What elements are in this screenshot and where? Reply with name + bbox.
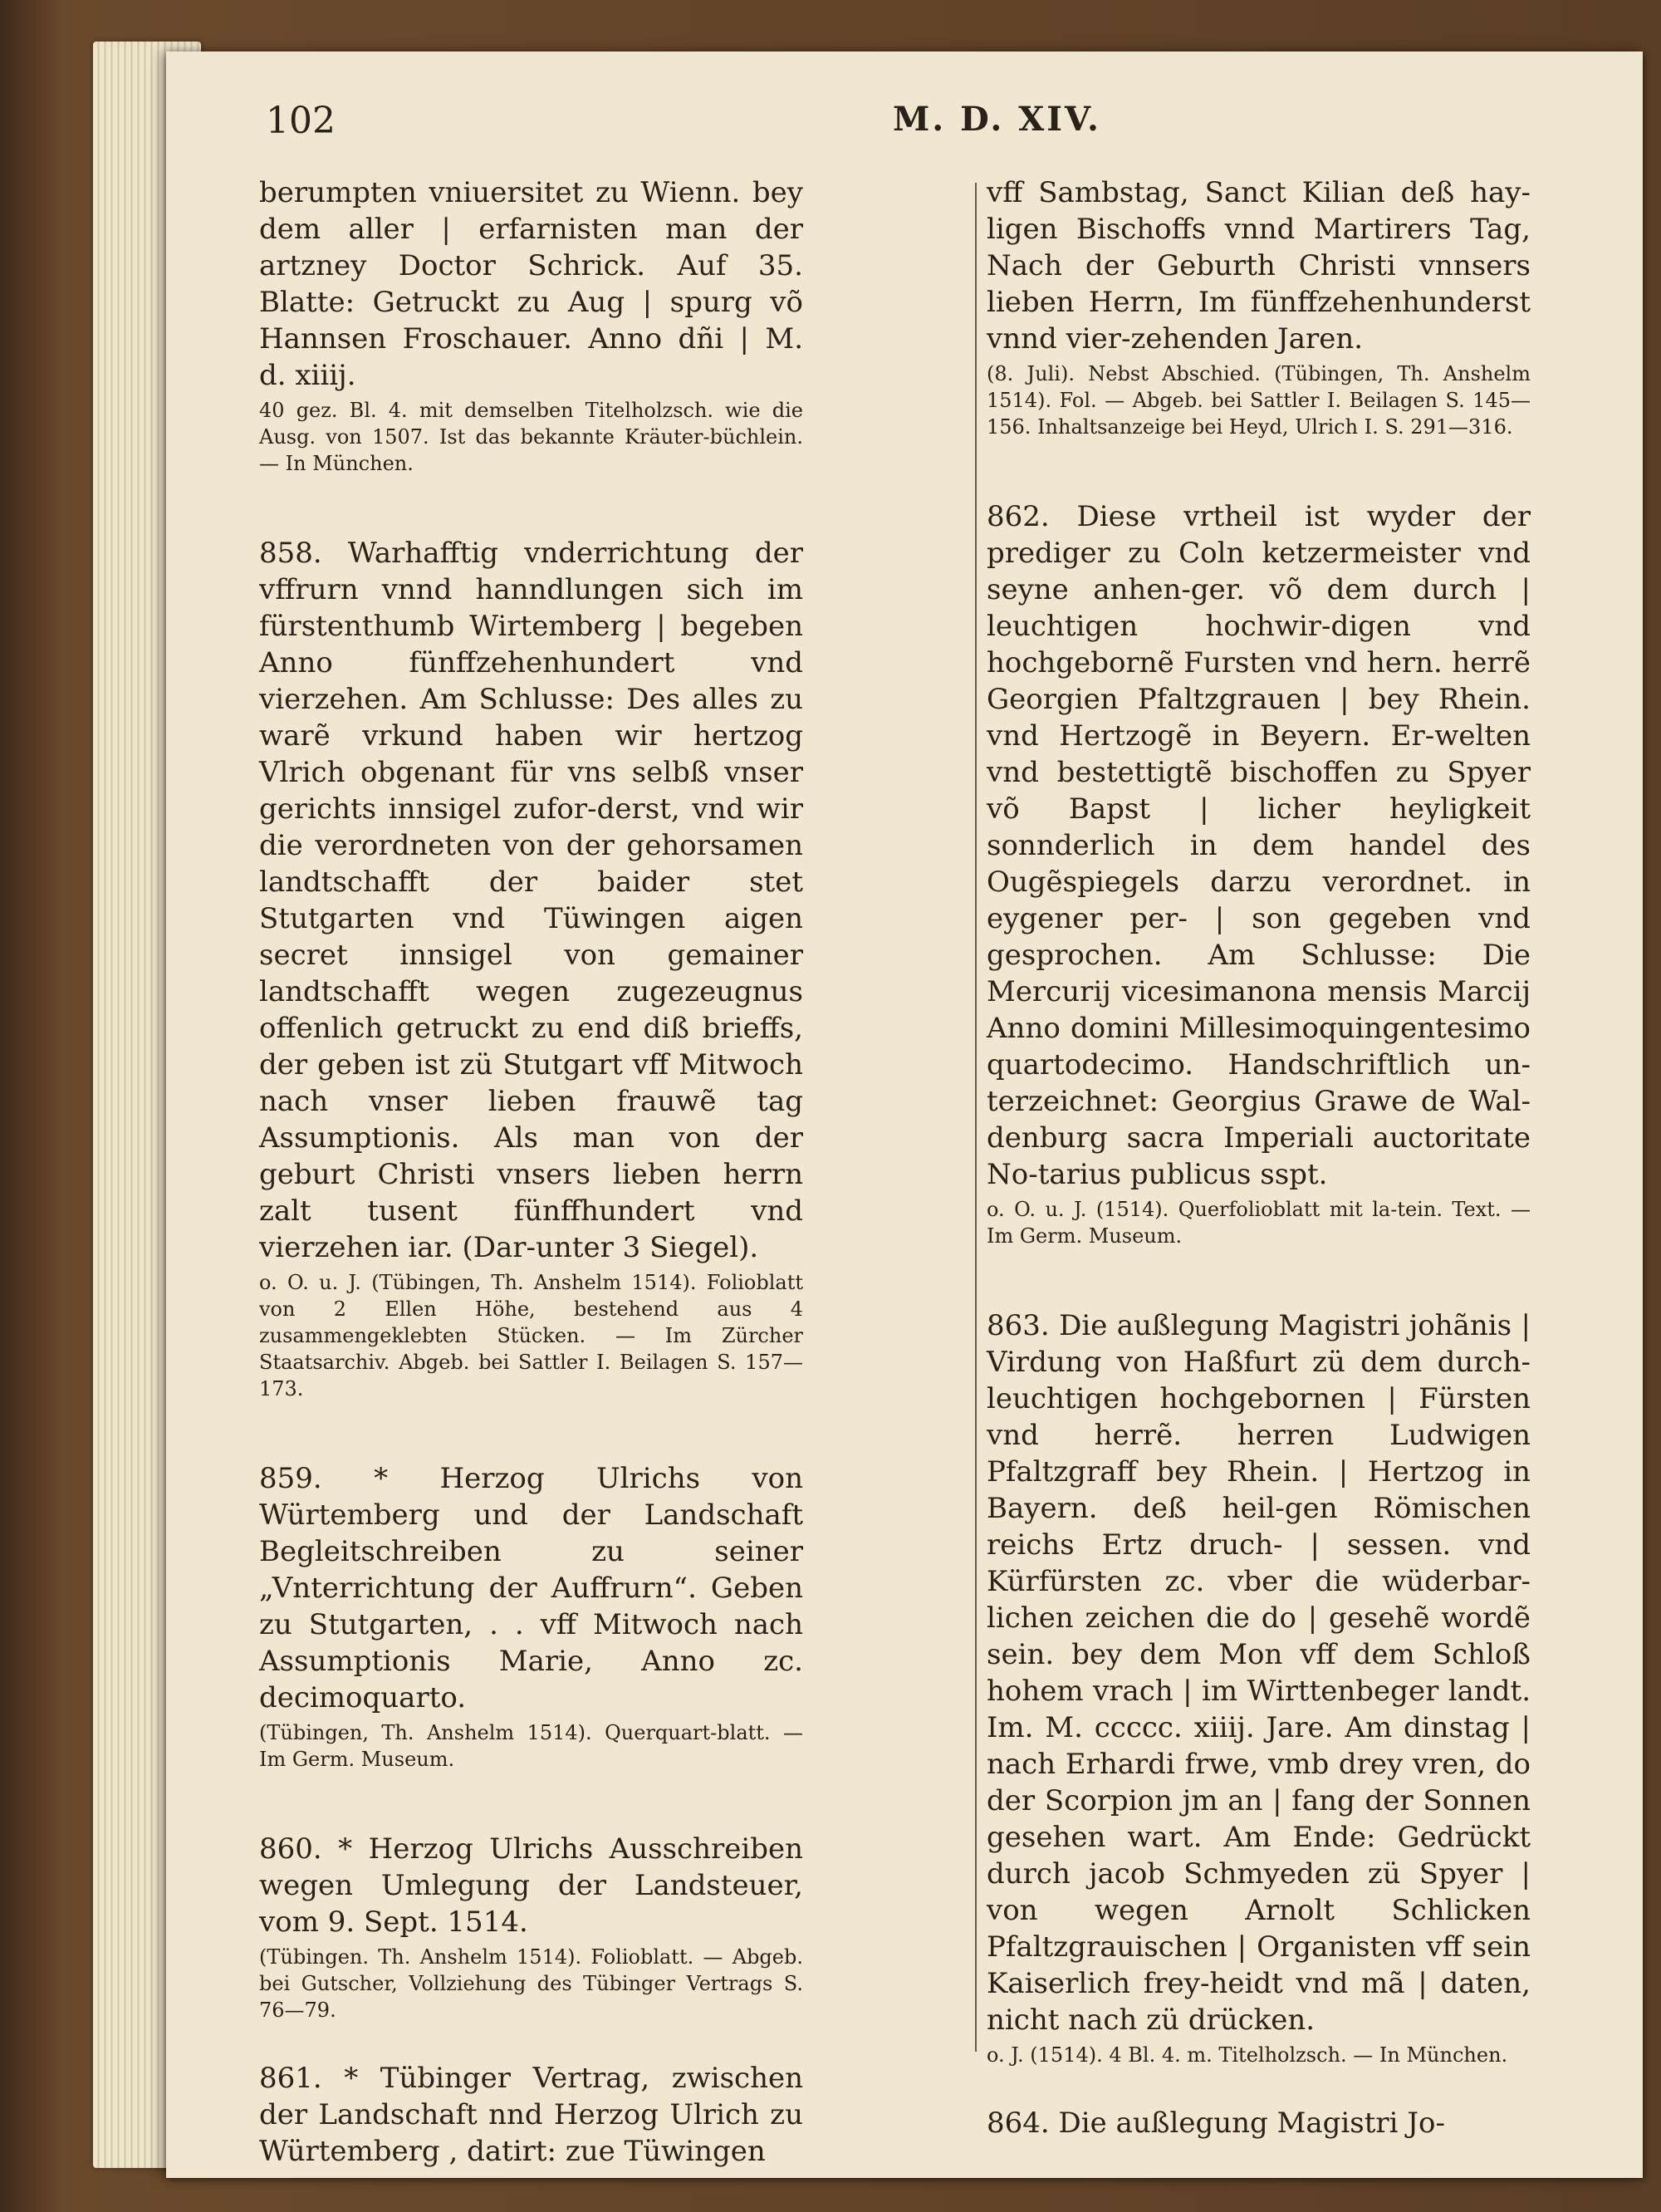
entry-bibliography: o. J. (1514). 4 Bl. 4. m. Titelholzsch. — In München.	[987, 2043, 1508, 2067]
entry-862	[987, 498, 1531, 1249]
entry-text: 861. * Tübinger Vertrag, zwischen der Landschaft nnd Herzog Ulrich zu Würtemberg , datirt: zue Tüwingen	[259, 2062, 803, 2168]
entry-861-continuation	[987, 174, 1531, 440]
entry-text: 864. Die außlegung Magistri Jo-	[987, 2107, 1445, 2140]
entry-text: berumpten vniuersitet zu Wienn. bey dem aller | erfarnisten man der artzney Doctor Schrick. Auf 35. Blatte: Getruckt zu Aug | spurg võ Hannsen Froschauer. Anno dñi | M. d. xiiij.	[259, 176, 803, 392]
entry-857-continuation	[259, 174, 803, 477]
entry-text: 860. * Herzog Ulrichs Ausschreiben wegen Umlegung der Landsteuer, vom 9. Sept. 1514.	[259, 1832, 803, 1939]
entry-863	[987, 1307, 1531, 2068]
entry-bibliography: (8. Juli). Nebst Abschied. (Tübingen, Th. Anshelm 1514). Fol. — Abgeb. bei Sattler I. Beilagen S. 145—156. Inhaltsanzeige bei Heyd, Ulrich I. S. 291—316.	[987, 362, 1531, 439]
entry-bibliography: (Tübingen. Th. Anshelm 1514). Folioblatt. — Abgeb. bei Gutscher, Vollziehung des Tübinger Vertrags S. 76—79.	[259, 1945, 803, 2022]
entry-bibliography: 40 gez. Bl. 4. mit demselben Titelholzsch. wie die Ausg. von 1507. Ist das bekannte Kräuter-büchlein. — In München.	[259, 399, 803, 475]
entry-text: 859. * Herzog Ulrichs von Würtemberg und der Landschaft Begleitschreiben zu seiner „Vnterrichtung der Auffrurn“. Geben zu Stutgarten, . . vff Mitwoch nach Assumptionis Marie, Anno zc. decimoquarto.	[259, 1462, 803, 1714]
column-divider	[975, 183, 977, 2052]
year-heading: M. D. XIV.	[893, 100, 1101, 139]
entry-859	[259, 1460, 803, 1773]
entry-860	[259, 1831, 803, 2023]
left-column	[259, 174, 803, 2170]
entry-bibliography: o. O. u. J. (1514). Querfolioblatt mit la-tein. Text. — Im Germ. Museum.	[987, 1198, 1531, 1248]
entry-text: 862. Diese vrtheil ist wyder der prediger zu Coln ketzermeister vnd seyne anhen-ger. võ dem durch | leuchtigen hochwir-digen vnd hochgebornẽ Fursten vnd hern. herrẽ Georgien Pfaltzgrauen | bey Rhein. vnd Hertzogẽ in Beyern. Er-welten vnd bestettigtẽ bischoffen zu Spyer võ Bapst | licher heyligkeit sonnderlich in dem handel des Ougẽspiegels darzu verordnet. in eygener per- | son gegeben vnd gesprochen. Am Schlusse: Die Mercurij vicesimanona mensis Marcij Anno domini Millesimoquingentesimo quartodecimo. Handschriftlich un-terzeichnet: Georgius Grawe de Wal-denburg sacra Imperiali auctoritate No-tarius publicus sspt.	[987, 500, 1531, 1191]
entry-text: vff Sambstag, Sanct Kilian deß hay-ligen Bischoffs vnnd Martirers Tag, Nach der Geburth Christi vnnsers lieben Herrn, Im fünffzehenhunderst vnnd vier-zehenden Jaren.	[987, 176, 1531, 356]
right-column	[987, 174, 1531, 2141]
entry-bibliography: o. O. u. J. (Tübingen, Th. Anshelm 1514). Folioblatt von 2 Ellen Höhe, bestehend aus 4 zusammengeklebten Stücken. — Im Zürcher Staatsarchiv. Abgeb. bei Sattler I. Beilagen S. 157—173.	[259, 1271, 803, 1400]
entry-bibliography: (Tübingen, Th. Anshelm 1514). Querquart-blatt. — Im Germ. Museum.	[259, 1721, 803, 1771]
running-head	[0, 100, 1661, 166]
entry-text: 863. Die außlegung Magistri johãnis | Virdung von Haßfurt zü dem durch-leuchtigen hochgebornen | Fürsten vnd herrẽ. herren Ludwigen Pfaltzgraff bey Rhein. | Hertzog in Bayern. deß heil-gen Römischen reichs Ertz druch- | sessen. vnd Kürfürsten zc. vber die wüderbar-lichen zeichen die do | gesehẽ wordẽ sein. bey dem Mon vff dem Schloß hohem vrach | im Wirttenbeger landt. Im. M. ccccc. xiiij. Jare. Am dinstag | nach Erhardi frwe, vmb drey vren, do der Scorpion jm an | fang der Sonnen gesehen wart. Am Ende: Gedrückt durch jacob Schmyeden zü Spyer | von wegen Arnolt Schlicken Pfaltzgrauischen | Organisten vff sein Kaiserlich frey-heidt vnd mã | daten, nicht nach zü drücken.	[987, 1309, 1531, 2037]
entry-861	[259, 2060, 803, 2170]
page-number: 102	[266, 100, 336, 142]
entry-864	[987, 2105, 1531, 2141]
entry-text: 858. Warhafftig vnderrichtung der vffrurn vnnd hanndlungen sich im fürstenthumb Wirtemberg | begeben Anno fünffzehenhundert vnd vierzehen. Am Schlusse: Des alles zu warẽ vrkund haben wir hertzog Vlrich obgenant für vns selbß vnser gerichts innsigel zufor-derst, vnd wir die verordneten von der gehorsamen landtschafft der baider stet Stutgarten vnd Tüwingen aigen secret innsigel von gemainer landtschafft wegen zugezeugnus offenlich getruckt zu end diß brieffs, der geben ist zü Stutgart vff Mitwoch nach vnser lieben frauwẽ tag Assumptionis. Als man von der geburt Christi vnsers lieben herrn zalt tusent fünffhundert vnd vierzehen iar. (Dar-unter 3 Siegel).	[259, 537, 803, 1264]
entry-858	[259, 535, 803, 1402]
